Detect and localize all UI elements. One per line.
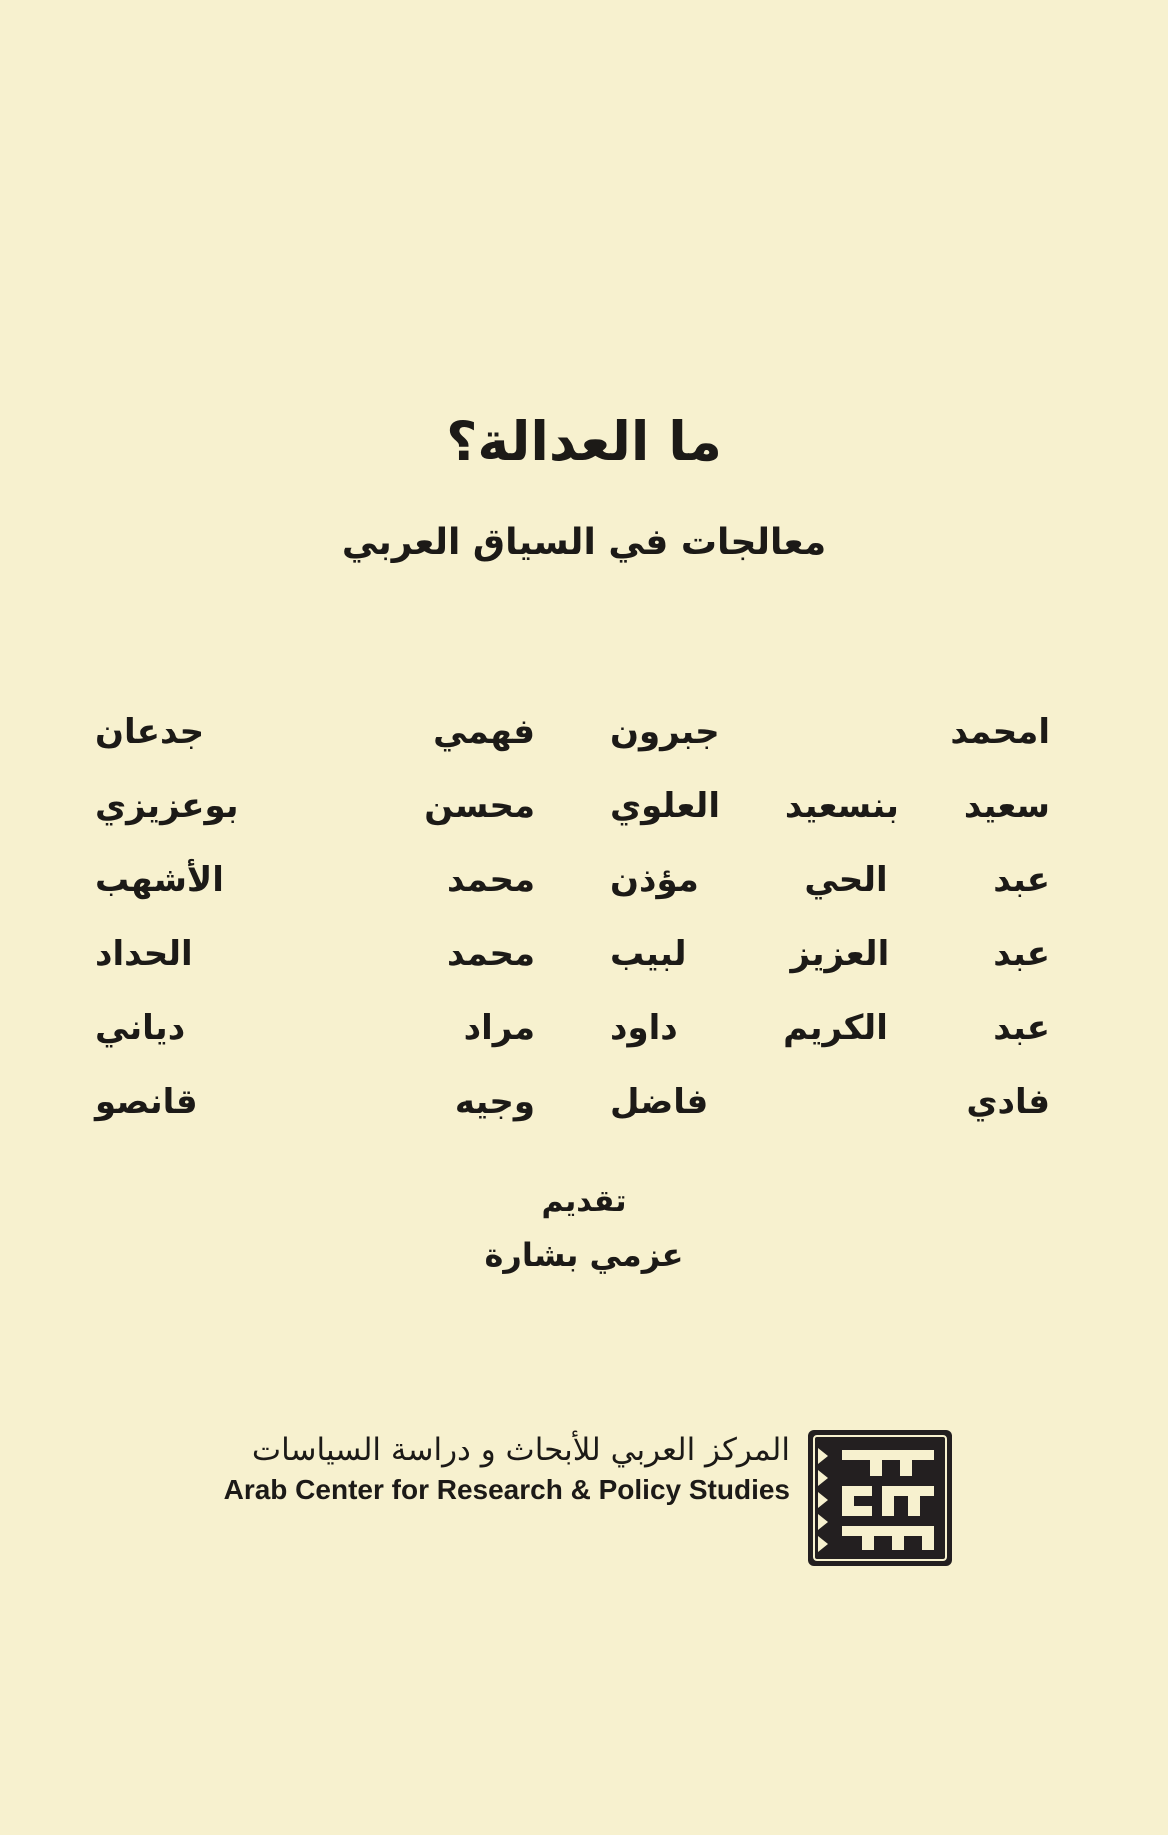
author-name: عبد العزيز لبيب <box>610 934 1050 974</box>
publisher-name-arabic: المركز العربي للأبحاث و دراسة السياسات <box>251 1432 790 1468</box>
author-name: سعيد بنسعيد العلوي <box>610 786 1050 826</box>
author-row <box>95 843 1050 917</box>
author-row <box>95 1065 1050 1139</box>
author-name: فهمي جدعان <box>95 712 535 752</box>
author-row <box>95 991 1050 1065</box>
author-row <box>95 769 1050 843</box>
book-title: ما العدالة؟ <box>446 410 722 473</box>
introduction-author: عزمي بشارة <box>484 1236 684 1274</box>
author-name: عبد الحي مؤذن <box>610 860 1050 900</box>
author-name: وجيه قانصو <box>95 1082 535 1122</box>
author-name: امحمد جبرون <box>610 712 1050 752</box>
author-name: محسن بوعزيزي <box>95 786 535 826</box>
author-row <box>95 695 1050 769</box>
author-name: مراد دياني <box>95 1008 535 1048</box>
author-name: محمد الحداد <box>95 934 535 974</box>
author-name: محمد الأشهب <box>95 860 535 900</box>
author-row <box>95 917 1050 991</box>
authors-list <box>95 695 1050 1139</box>
author-name: فادي فاضل <box>610 1082 1050 1122</box>
publisher-block <box>200 1432 790 1506</box>
introduction-label: تقديم <box>541 1184 627 1219</box>
publisher-logo <box>808 1430 952 1566</box>
author-name: عبد الكريم داود <box>610 1008 1050 1048</box>
book-subtitle: معالجات في السياق العربي <box>341 522 827 563</box>
publisher-name-english: Arab Center for Research & Policy Studies <box>223 1474 790 1505</box>
